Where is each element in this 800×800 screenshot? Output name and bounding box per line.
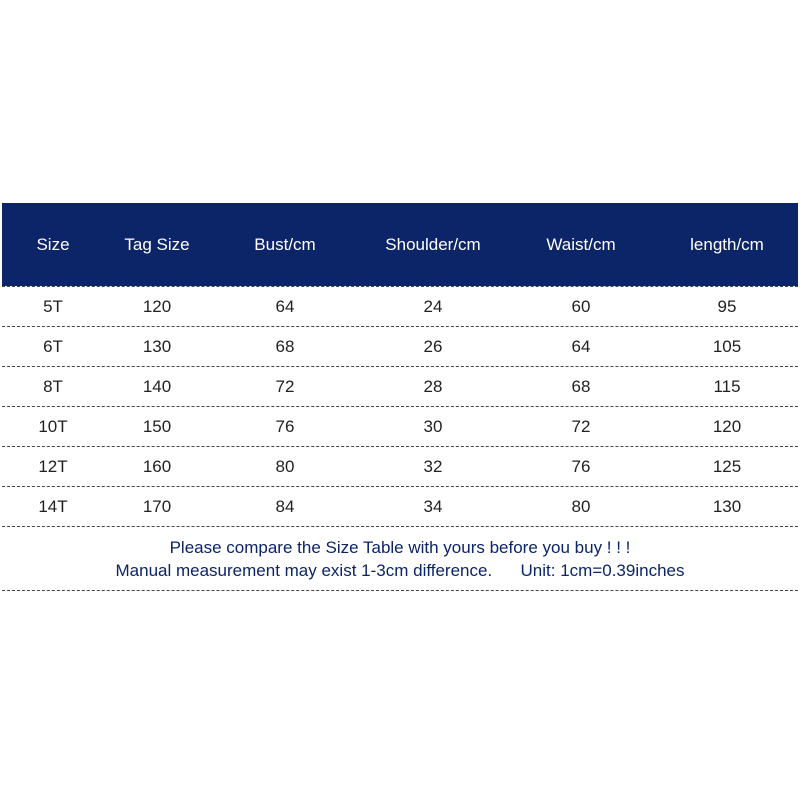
cell-size: 5T	[43, 296, 63, 316]
table-row	[2, 327, 798, 367]
table-row	[2, 367, 798, 407]
table-row	[2, 286, 798, 327]
cell-length: 105	[712, 336, 742, 356]
cell-bust: 68	[275, 336, 295, 356]
table-header-row	[2, 203, 798, 286]
table-row	[2, 407, 798, 447]
cell-shoulder: 26	[423, 336, 443, 356]
cell-length: 130	[712, 496, 742, 516]
cell-tag-size: 130	[142, 336, 172, 356]
cell-tag-size: 120	[142, 296, 172, 316]
measurement-difference-note: Manual measurement may exist 1-3cm difference.	[115, 560, 493, 580]
cell-size: 6T	[43, 336, 63, 356]
cell-bust: 64	[275, 296, 295, 316]
cell-tag-size: 150	[142, 416, 172, 436]
cell-length: 120	[712, 416, 742, 436]
table-row	[2, 487, 798, 527]
cell-waist: 68	[571, 376, 591, 396]
cell-bust: 84	[275, 496, 295, 516]
compare-note: Please compare the Size Table with yours before you buy ! ! !	[169, 537, 631, 557]
cell-length: 125	[712, 456, 742, 476]
header-tag-size: Tag Size	[124, 234, 190, 254]
cell-shoulder: 28	[423, 376, 443, 396]
cell-shoulder: 30	[423, 416, 443, 436]
cell-length: 95	[717, 296, 737, 316]
cell-bust: 76	[275, 416, 295, 436]
cell-shoulder: 34	[423, 496, 443, 516]
cell-waist: 72	[571, 416, 591, 436]
header-waist: Waist/cm	[546, 234, 616, 254]
header-shoulder: Shoulder/cm	[385, 234, 481, 254]
unit-conversion-note: Unit: 1cm=0.39inches	[520, 560, 685, 580]
cell-waist: 64	[571, 336, 591, 356]
measurement-note	[116, 559, 685, 582]
cell-size: 12T	[38, 456, 68, 476]
cell-waist: 60	[571, 296, 591, 316]
cell-waist: 76	[571, 456, 591, 476]
cell-bust: 80	[275, 456, 295, 476]
cell-size: 8T	[43, 376, 63, 396]
header-length: length/cm	[690, 234, 764, 254]
table-row	[2, 447, 798, 487]
cell-length: 115	[713, 376, 741, 396]
cell-tag-size: 170	[142, 496, 172, 516]
cell-tag-size: 140	[142, 376, 172, 396]
cell-shoulder: 32	[423, 456, 443, 476]
cell-bust: 72	[275, 376, 295, 396]
cell-size: 14T	[38, 496, 68, 516]
cell-size: 10T	[38, 416, 68, 436]
size-notes	[2, 527, 798, 591]
cell-shoulder: 24	[423, 296, 443, 316]
cell-tag-size: 160	[142, 456, 172, 476]
cell-waist: 80	[571, 496, 591, 516]
header-size: Size	[36, 234, 70, 254]
size-table	[2, 203, 798, 591]
header-bust: Bust/cm	[254, 234, 316, 254]
